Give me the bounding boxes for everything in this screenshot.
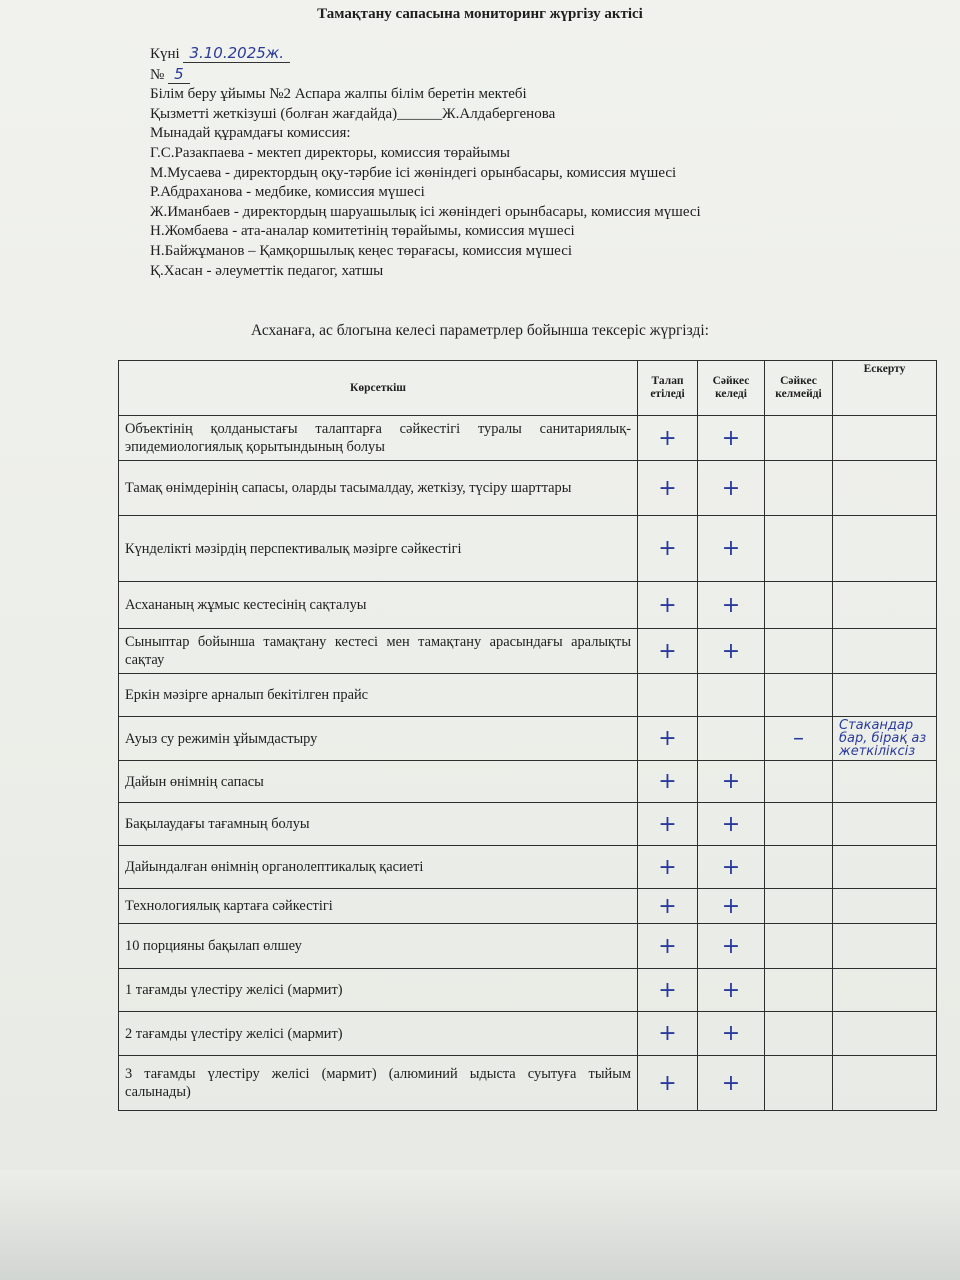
commission-member: Р.Абдраханова - медбике, комиссия мүшесі bbox=[150, 184, 425, 201]
header-noncompliant: Сәйкес келмейді bbox=[765, 361, 833, 416]
org-line: Білім беру ұйымы №2 Аспара жалпы білім беретін мектебі bbox=[150, 86, 527, 103]
required-mark: + bbox=[638, 629, 698, 674]
indicator-cell: Асхананың жұмыс кестесінің сақталуы bbox=[119, 582, 638, 629]
required-mark: + bbox=[638, 924, 698, 969]
number-line bbox=[150, 65, 930, 86]
required-mark: + bbox=[638, 803, 698, 846]
required-mark: + bbox=[638, 1056, 698, 1111]
indicator-cell: 3 тағамды үлестіру желісі (мармит) (алюминий ыдыста суытуға тыйым салынады) bbox=[119, 1056, 638, 1111]
required-mark bbox=[638, 674, 698, 717]
required-mark: + bbox=[638, 461, 698, 516]
table-row bbox=[119, 461, 937, 516]
noncompliant-mark bbox=[765, 674, 833, 717]
commission-member: Г.С.Разакпаева - мектеп директоры, комиссия төрайымы bbox=[150, 144, 510, 161]
noncompliant-mark bbox=[765, 1012, 833, 1056]
document-header bbox=[150, 44, 930, 281]
inspection-intro: Асханаға, ас блогына келесі параметрлер бойынша тексеріс жүргізді: bbox=[251, 322, 709, 339]
table-row bbox=[119, 889, 937, 924]
note-cell bbox=[833, 761, 937, 803]
compliant-mark: + bbox=[698, 1012, 765, 1056]
note-cell bbox=[833, 629, 937, 674]
table-row bbox=[119, 416, 937, 461]
indicator-cell: Технологиялық картаға сәйкестігі bbox=[119, 889, 638, 924]
indicator-cell: 10 порцияны бақылап өлшеу bbox=[119, 924, 638, 969]
noncompliant-mark bbox=[765, 889, 833, 924]
compliant-mark: + bbox=[698, 889, 765, 924]
date-label: Күні bbox=[150, 46, 180, 62]
indicator-cell: Дайындалған өнімнің органолептикалық қасиеті bbox=[119, 846, 638, 889]
note-cell bbox=[833, 846, 937, 889]
supplier-line bbox=[150, 105, 930, 125]
indicator-cell: Объектінің қолданыстағы талаптарға сәйкестігі туралы санитариялық-эпидемиологиялық қорытындының болуы bbox=[119, 416, 638, 461]
table-row bbox=[119, 516, 937, 582]
note-cell bbox=[833, 889, 937, 924]
compliant-mark: + bbox=[698, 582, 765, 629]
noncompliant-mark bbox=[765, 629, 833, 674]
indicator-cell: Ауыз су режимін ұйымдастыру bbox=[119, 717, 638, 761]
compliant-mark bbox=[698, 717, 765, 761]
table-row bbox=[119, 674, 937, 717]
supplier-label: Қызметті жеткізуші (болған жағдайда)______ bbox=[150, 105, 443, 122]
date-value: 3.10.2025ж. bbox=[183, 44, 290, 63]
indicator-cell: Дайын өнімнің сапасы bbox=[119, 761, 638, 803]
compliant-mark: + bbox=[698, 1056, 765, 1111]
indicator-cell: Сыныптар бойынша тамақтану кестесі мен тамақтану арасындағы аралықты сақтау bbox=[119, 629, 638, 674]
page-shadow bbox=[0, 1170, 960, 1280]
commission-member: Қ.Хасан - әлеуметтік педагог, хатшы bbox=[150, 262, 384, 279]
table-row bbox=[119, 717, 937, 761]
indicator-cell: 1 тағамды үлестіру желісі (мармит) bbox=[119, 969, 638, 1012]
indicator-cell: Күнделікті мәзірдің перспективалық мәзірге сәйкестігі bbox=[119, 516, 638, 582]
supplier-name: Ж.Алдабергенова bbox=[442, 105, 556, 122]
header-indicator: Көрсеткіш bbox=[119, 361, 638, 416]
compliant-mark: + bbox=[698, 516, 765, 582]
note-cell bbox=[833, 461, 937, 516]
required-mark: + bbox=[638, 846, 698, 889]
noncompliant-mark bbox=[765, 803, 833, 846]
commission-member: Н.Жомбаева - ата-аналар комитетінің төрайымы, комиссия мүшесі bbox=[150, 223, 575, 240]
note-cell bbox=[833, 924, 937, 969]
compliant-mark: + bbox=[698, 461, 765, 516]
compliant-mark: + bbox=[698, 416, 765, 461]
compliant-mark: + bbox=[698, 629, 765, 674]
required-mark: + bbox=[638, 516, 698, 582]
noncompliant-mark bbox=[765, 846, 833, 889]
noncompliant-mark bbox=[765, 516, 833, 582]
indicator-cell: 2 тағамды үлестіру желісі (мармит) bbox=[119, 1012, 638, 1056]
commission-intro: Мынадай құрамдағы комиссия: bbox=[150, 125, 351, 142]
note-cell bbox=[833, 803, 937, 846]
noncompliant-mark bbox=[765, 461, 833, 516]
note-cell bbox=[833, 582, 937, 629]
required-mark: + bbox=[638, 889, 698, 924]
indicator-cell: Тамақ өнімдерінің сапасы, оларды тасымалдау, жеткізу, түсіру шарттары bbox=[119, 461, 638, 516]
indicator-cell: Бақылаудағы тағамның болуы bbox=[119, 803, 638, 846]
note-cell bbox=[833, 674, 937, 717]
compliant-mark: + bbox=[698, 803, 765, 846]
indicator-cell: Еркін мәзірге арналып бекітілген прайс bbox=[119, 674, 638, 717]
table-row bbox=[119, 582, 937, 629]
required-mark: + bbox=[638, 1012, 698, 1056]
note-cell bbox=[833, 516, 937, 582]
compliant-mark: + bbox=[698, 924, 765, 969]
note-cell bbox=[833, 1012, 937, 1056]
commission-list bbox=[150, 144, 930, 281]
required-mark: + bbox=[638, 416, 698, 461]
table-row bbox=[119, 761, 937, 803]
header-compliant: Сәйкес келеді bbox=[698, 361, 765, 416]
header-note: Ескерту bbox=[833, 361, 937, 416]
table-row bbox=[119, 803, 937, 846]
number-value: 5 bbox=[168, 65, 190, 84]
required-mark: + bbox=[638, 582, 698, 629]
commission-member: Ж.Иманбаев - директордың шаруашылық ісі жөніндегі орынбасары, комиссия мүшесі bbox=[150, 203, 701, 220]
compliant-mark: + bbox=[698, 969, 765, 1012]
commission-member: М.Мусаева - директордың оқу-тәрбие ісі жөніндегі орынбасары, комиссия мүшесі bbox=[150, 164, 677, 181]
table-body bbox=[119, 416, 937, 1111]
compliant-mark: + bbox=[698, 761, 765, 803]
noncompliant-mark bbox=[765, 969, 833, 1012]
table-header-row bbox=[119, 361, 937, 416]
table-row bbox=[119, 1012, 937, 1056]
note-cell bbox=[833, 416, 937, 461]
date-line bbox=[150, 44, 930, 65]
noncompliant-mark bbox=[765, 582, 833, 629]
required-mark: + bbox=[638, 761, 698, 803]
required-mark: + bbox=[638, 717, 698, 761]
note-cell bbox=[833, 1056, 937, 1111]
compliant-mark: + bbox=[698, 846, 765, 889]
required-mark: + bbox=[638, 969, 698, 1012]
number-label: № bbox=[150, 66, 165, 83]
table-row bbox=[119, 1056, 937, 1111]
table-row bbox=[119, 969, 937, 1012]
note-cell bbox=[833, 969, 937, 1012]
noncompliant-mark bbox=[765, 924, 833, 969]
table-row bbox=[119, 846, 937, 889]
compliant-mark bbox=[698, 674, 765, 717]
noncompliant-mark bbox=[765, 416, 833, 461]
table-row bbox=[119, 924, 937, 969]
commission-member: Н.Байжұманов – Қамқоршылық кеңес төрағасы, комиссия мүшесі bbox=[150, 242, 573, 259]
document-title: Тамақтану сапасына мониторинг жүргізу актісі bbox=[317, 6, 643, 22]
noncompliant-mark bbox=[765, 761, 833, 803]
header-required: Талап етіледі bbox=[638, 361, 698, 416]
table-row bbox=[119, 629, 937, 674]
note-cell: Стакандар бар, бірақ аз жеткіліксіз bbox=[833, 717, 937, 761]
noncompliant-mark bbox=[765, 1056, 833, 1111]
inspection-table bbox=[118, 360, 937, 1111]
noncompliant-mark: – bbox=[765, 717, 833, 761]
